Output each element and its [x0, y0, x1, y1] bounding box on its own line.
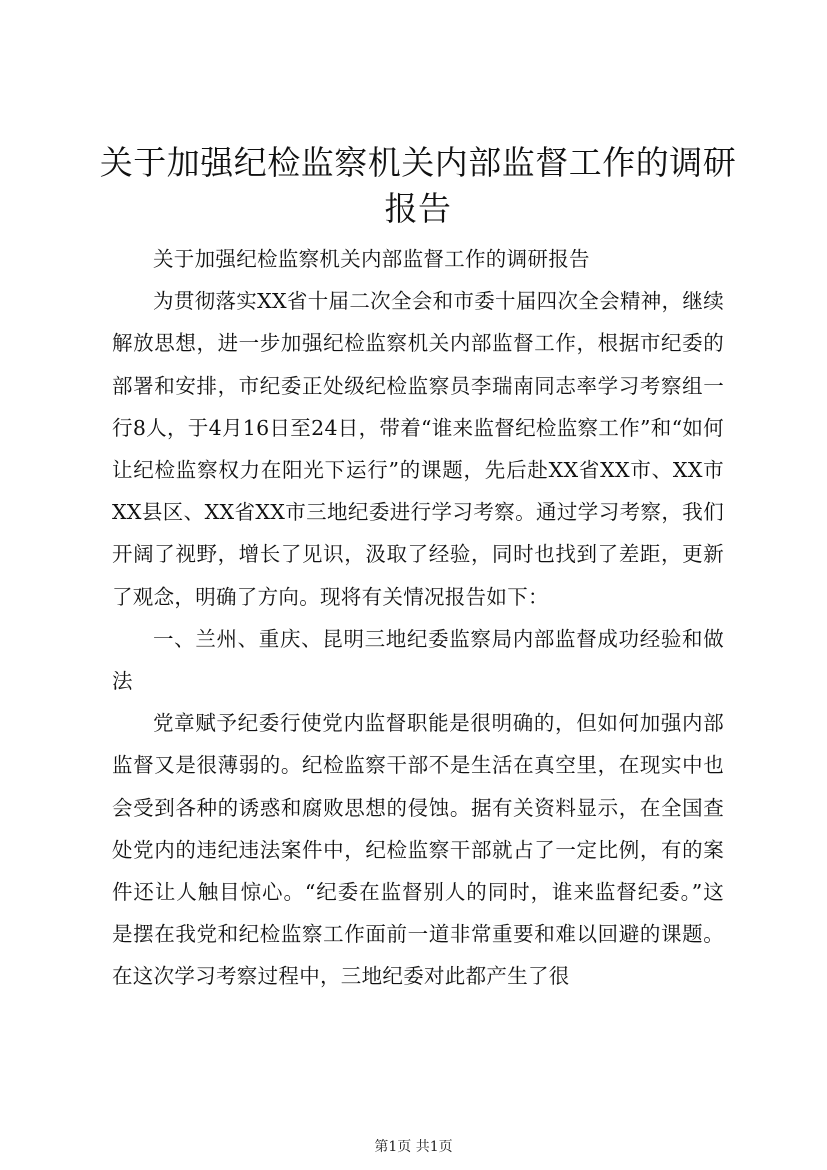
intro-paragraph: 为贯彻落实XX省十届二次全会和市委十届四次全会精神，继续解放思想，进一步加强纪检监察机关内部监督工作，根据市纪委的部署和安排，市纪委正处级纪检监察员李瑞南同志率学习考察组一行8人，于4月16日至24日，带着“谁来监督纪检监察工作”和“如何让纪检监察权力在阳光下运行”的课题，先后赴XX省XX市、XX市XX县区、XX省XX市三地纪委进行学习考察。通过学习考察，我们开阔了视野，增长了见识，汲取了经验，同时也找到了差距，更新了观念，明确了方向。现将有关情况报告如下：	[112, 289, 724, 609]
document-title: 关于加强纪检监察机关内部监督工作的调研报告	[99, 143, 737, 228]
body-paragraph: 党章赋予纪委行使党内监督职能是很明确的，但如何加强内部监督又是很薄弱的。纪检监察干部不是生活在真空里，在现实中也会受到各种的诱惑和腐败思想的侵蚀。据有关资料显示，在全国查处党内的违纪违法案件中，纪检监察干部就占了一定比例，有的案件还让人触目惊心。“纪委在监督别人的同时，谁来监督纪委。”这是摆在我党和纪检监察工作面前一道非常重要和难以回避的课题。在这次学习考察过程中，三地纪委对此都产生了很	[112, 711, 724, 989]
page-number-label: 第1页 共1页	[374, 1139, 453, 1155]
section-heading: 一、兰州、重庆、昆明三地纪委监察局内部监督成功经验和做法	[112, 626, 724, 694]
document-body	[112, 238, 724, 998]
subtitle-paragraph: 关于加强纪检监察机关内部监督工作的调研报告	[153, 247, 590, 271]
page-footer	[0, 1138, 827, 1156]
